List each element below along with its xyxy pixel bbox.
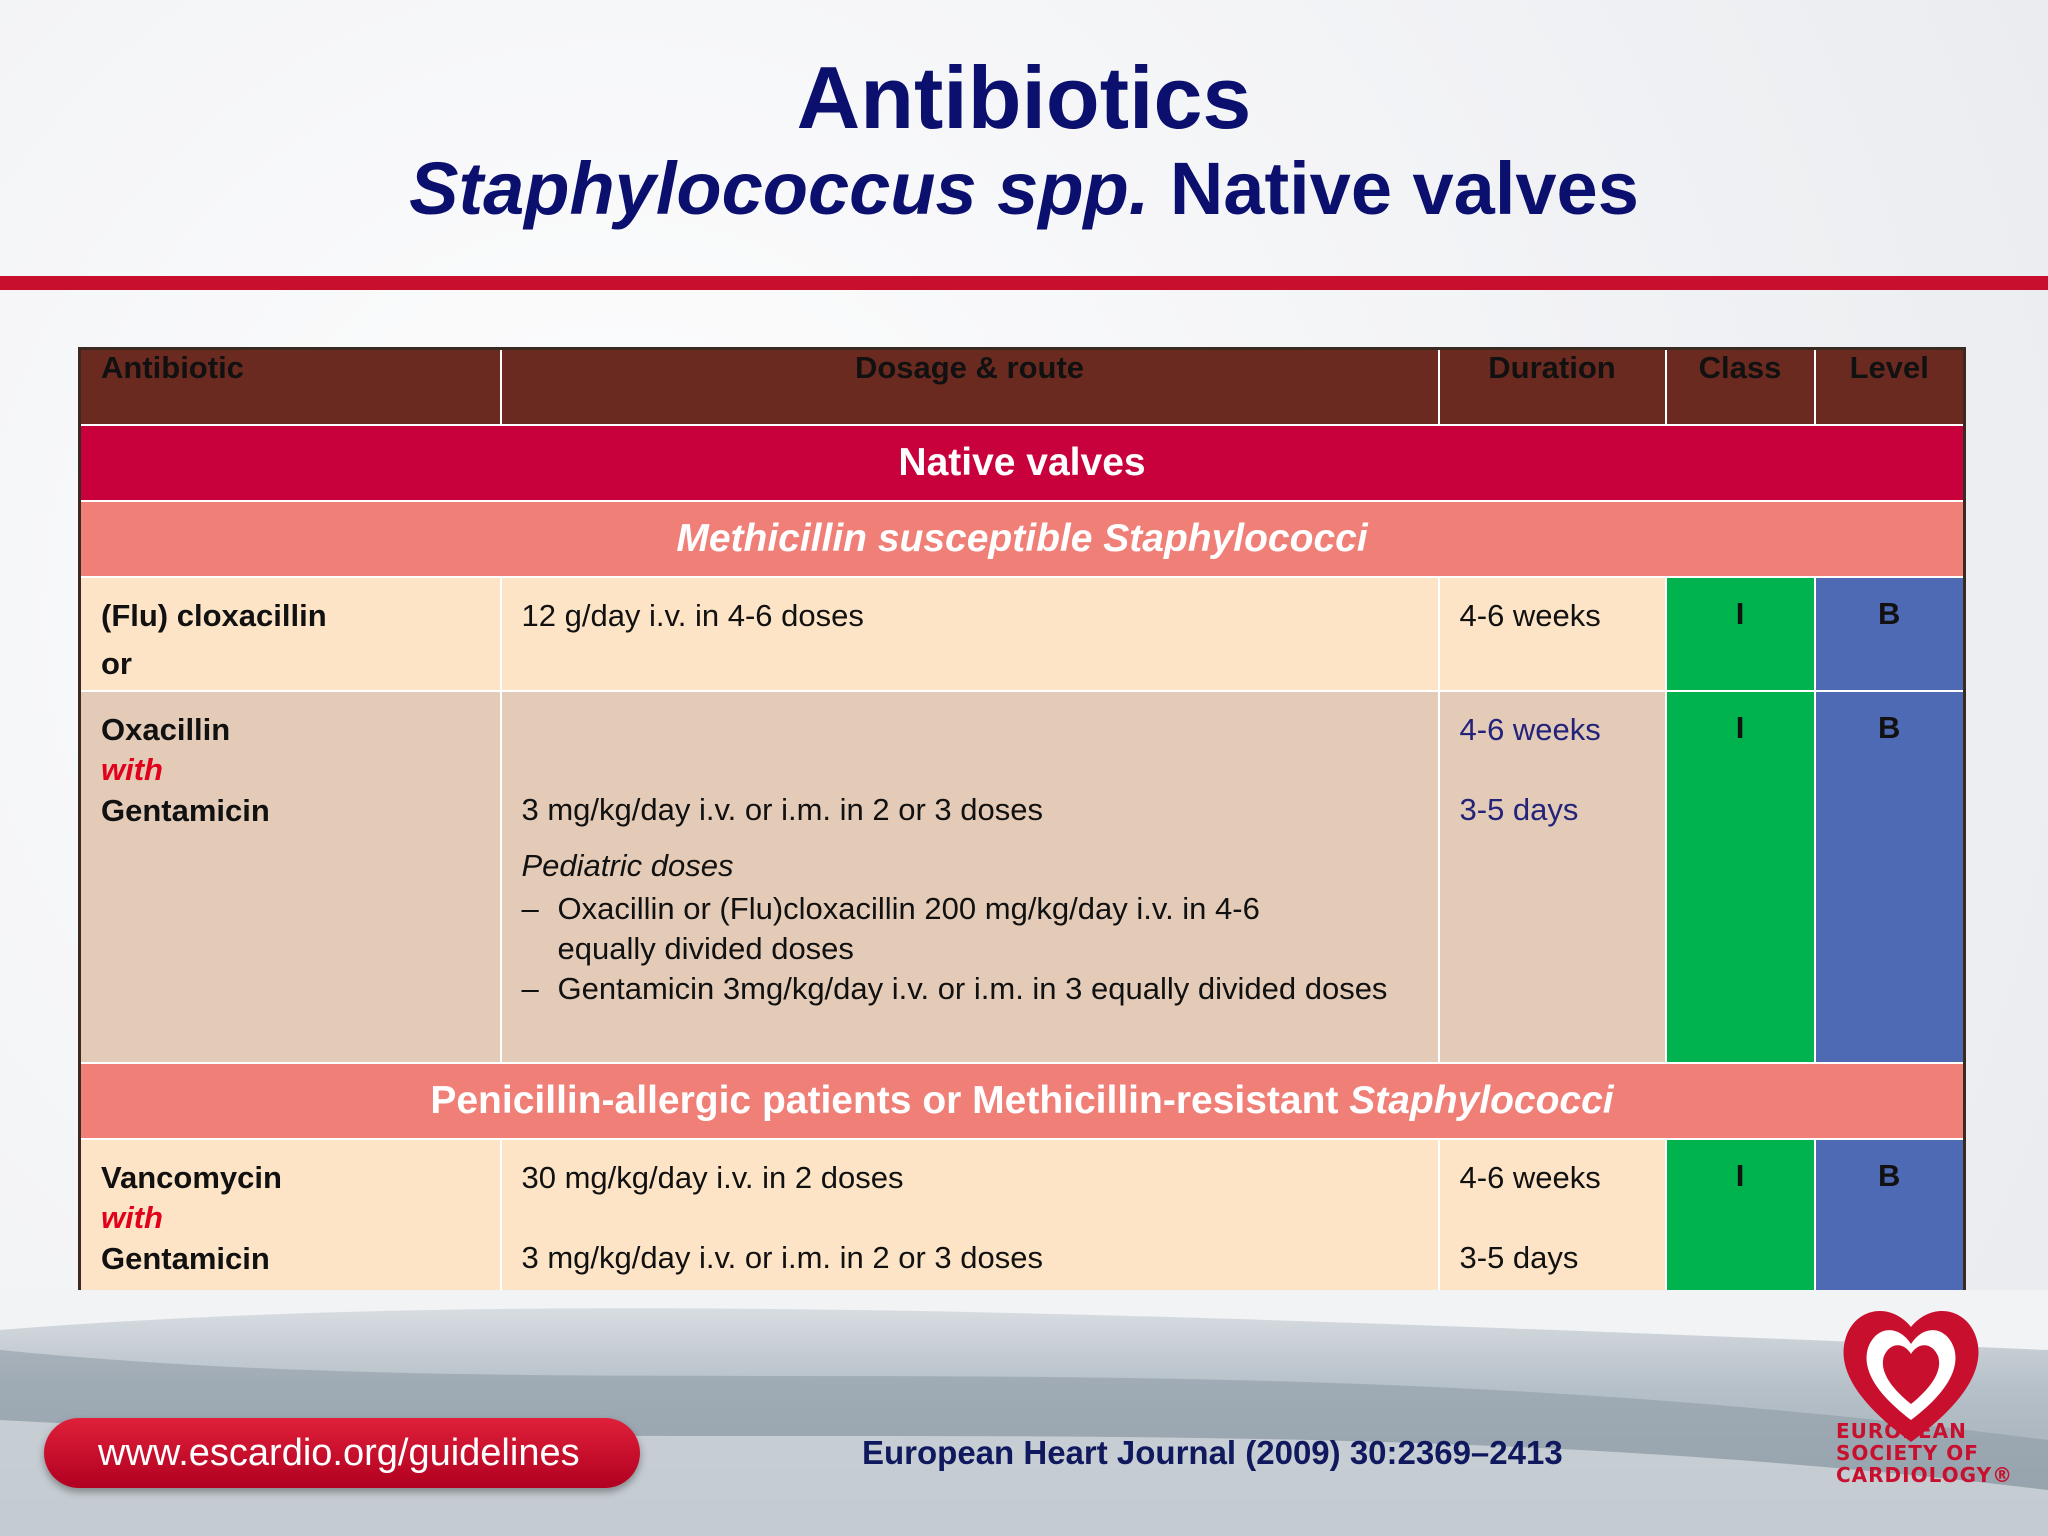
antibiotic-cell <box>80 1139 501 1291</box>
antibiotic-name: (Flu) cloxacillin <box>101 598 327 633</box>
antibiotic-name: Oxacillin <box>101 712 231 747</box>
dosage-cell <box>501 577 1439 691</box>
level-cell: B <box>1815 1139 1965 1291</box>
logo-text-line: SOCIETY OF <box>1836 1441 1979 1465</box>
title-line2 <box>0 147 2048 231</box>
subsection-label: Methicillin susceptible Staphylococci <box>80 501 1965 577</box>
header-level: Level <box>1815 349 1965 426</box>
footer-wave-shape <box>0 1290 2048 1536</box>
duration-text: 4-6 weeks <box>1459 1160 1601 1195</box>
title-line2-italic: Staphylococcus spp. <box>409 147 1150 231</box>
footer-band <box>0 1290 2048 1536</box>
duration-cell <box>1439 577 1666 691</box>
dosage-text: 3 mg/kg/day i.v. or i.m. in 2 or 3 doses <box>521 792 1043 827</box>
title-line2-rest: Native valves <box>1169 147 1639 231</box>
antibiotic-name: Gentamicin <box>101 1240 270 1276</box>
level-cell: B <box>1815 577 1965 691</box>
header-antibiotic: Antibiotic <box>80 349 501 426</box>
subsection-italic: Staphylococci <box>1349 1079 1614 1122</box>
red-divider <box>0 276 2048 290</box>
duration-text: 3-5 days <box>1459 792 1579 828</box>
section-label: Native valves <box>80 425 1965 501</box>
subsection-row <box>80 1063 1965 1139</box>
dosage-cell <box>501 691 1439 1063</box>
with-label: with <box>101 1200 163 1236</box>
level-cell: B <box>1815 691 1965 1063</box>
table-row <box>80 1139 1965 1291</box>
duration-text: 3-5 days <box>1459 1240 1579 1276</box>
dosage-cell <box>501 1139 1439 1291</box>
antibiotic-cell <box>80 691 501 1063</box>
dosage-text: 3 mg/kg/day i.v. or i.m. in 2 or 3 doses <box>521 1240 1043 1276</box>
list-item: – Oxacillin or (Flu)cloxacillin 200 mg/kg/day i.v. in 4-6 equally divided doses <box>522 889 1278 970</box>
header-dosage: Dosage & route <box>501 349 1439 426</box>
pediatric-list <box>522 889 1438 1010</box>
table-row <box>80 577 1965 691</box>
dosage-text: 30 mg/kg/day i.v. in 2 doses <box>521 1160 904 1195</box>
esc-logo-text <box>1836 1419 2014 1487</box>
antibiotics-table <box>78 347 1966 1293</box>
class-cell: I <box>1666 1139 1815 1291</box>
subsection-row <box>80 501 1965 577</box>
table-header-row <box>80 349 1965 426</box>
title-line1: Antibiotics <box>796 48 1252 147</box>
header-duration: Duration <box>1439 349 1666 426</box>
list-item: – Gentamicin 3mg/kg/day i.v. or i.m. in 3 equally divided doses <box>522 969 1418 1009</box>
dosage-text: 12 g/day i.v. in 4-6 doses <box>521 598 864 633</box>
subsection-plain: Penicillin-allergic patients or Methicillin-resistant <box>430 1079 1350 1122</box>
antibiotic-cell <box>80 577 501 691</box>
section-row <box>80 425 1965 501</box>
citation: European Heart Journal (2009) 30:2369–2413 <box>862 1434 1563 1471</box>
header-class: Class <box>1666 349 1815 426</box>
logo-text-line: CARDIOLOGY® <box>1836 1463 2014 1487</box>
antibiotic-connector: or <box>101 646 132 682</box>
pediatric-title: Pediatric doses <box>521 848 734 884</box>
duration-text: 4-6 weeks <box>1459 712 1601 747</box>
class-cell: I <box>1666 691 1815 1063</box>
duration-cell <box>1439 691 1666 1063</box>
antibiotic-name: Vancomycin <box>101 1160 282 1195</box>
subsection-label <box>80 1063 1965 1139</box>
guidelines-link[interactable]: www.escardio.org/guidelines <box>44 1418 640 1488</box>
slide-title <box>0 48 2048 231</box>
logo-text-line: EUROPEAN <box>1836 1419 1967 1443</box>
with-label: with <box>101 752 163 788</box>
class-cell: I <box>1666 577 1815 691</box>
duration-text: 4-6 weeks <box>1459 598 1601 633</box>
duration-cell <box>1439 1139 1666 1291</box>
antibiotic-name: Gentamicin <box>101 792 270 828</box>
table-row <box>80 691 1965 1063</box>
